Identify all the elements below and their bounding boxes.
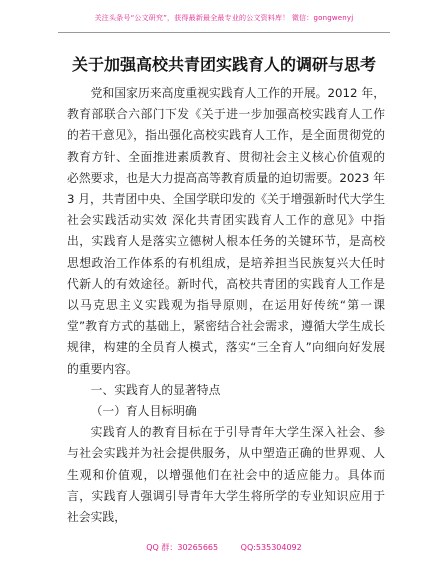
paragraph-goals: 实践育人的教育目标在于引导青年大学生深入社会、参与社会实践并为社会提供服务，从中塑造正确的世界观、人生观和价值观，以增强他们在社会中的适应能力。具体而言，实践育人强调引导青年大学生将所学的专业知识应用于社会实践， (67, 425, 385, 525)
subsection-heading: （一）育人目标明确 (90, 404, 197, 419)
header-banner: 关注头条号“公文研究”，获得最新最全最专业的公文资料库！ 微信：gongwenyj (94, 14, 354, 22)
section-heading: 一、实践育人的显著特点 (90, 382, 221, 397)
document-title: 关于加强高校共青团实践育人的调研与思考 (71, 55, 376, 74)
footer-qq: QQ:535304092 (240, 543, 302, 552)
paragraph-intro: 党和国家历来高度重视实践育人工作的开展。2012 年，教育部联合六部门下发《关于进一步加强高校实践育人工作的若干意见》，指出强化高校实践育人工作，是全面贯彻党的教育方针、全面推进素质教育、贯彻社会主义核心价值观的必然要求，也是大力提高高等教育质量的迫切需要。2023 年 3 月，共青团中央、全国学联印发的《关于增强新时代大学生社会实践活动实效 深化共青团实践育人工作的意见》中指出，实践育人是落实立德树人根本任务的关键环节，是高校思想政治工作体系的有机组成，是培养担当民族复兴大任时代新人的有效途径。新时代，高校共青团的实践育人工作是以马克思主义实践观为指导原则，在运用好传统“第一课堂”教育方式的基础上，紧密结合社会需求，遵循大学生成长规律，构建的全员育人模式，落实“三全育人”向细向好发展的重要内容。 (67, 86, 385, 376)
footer-qq-group: QQ 群：30265665 (146, 543, 219, 552)
document-body (67, 83, 385, 528)
header-divider (58, 32, 390, 33)
footer-contact (0, 542, 448, 553)
